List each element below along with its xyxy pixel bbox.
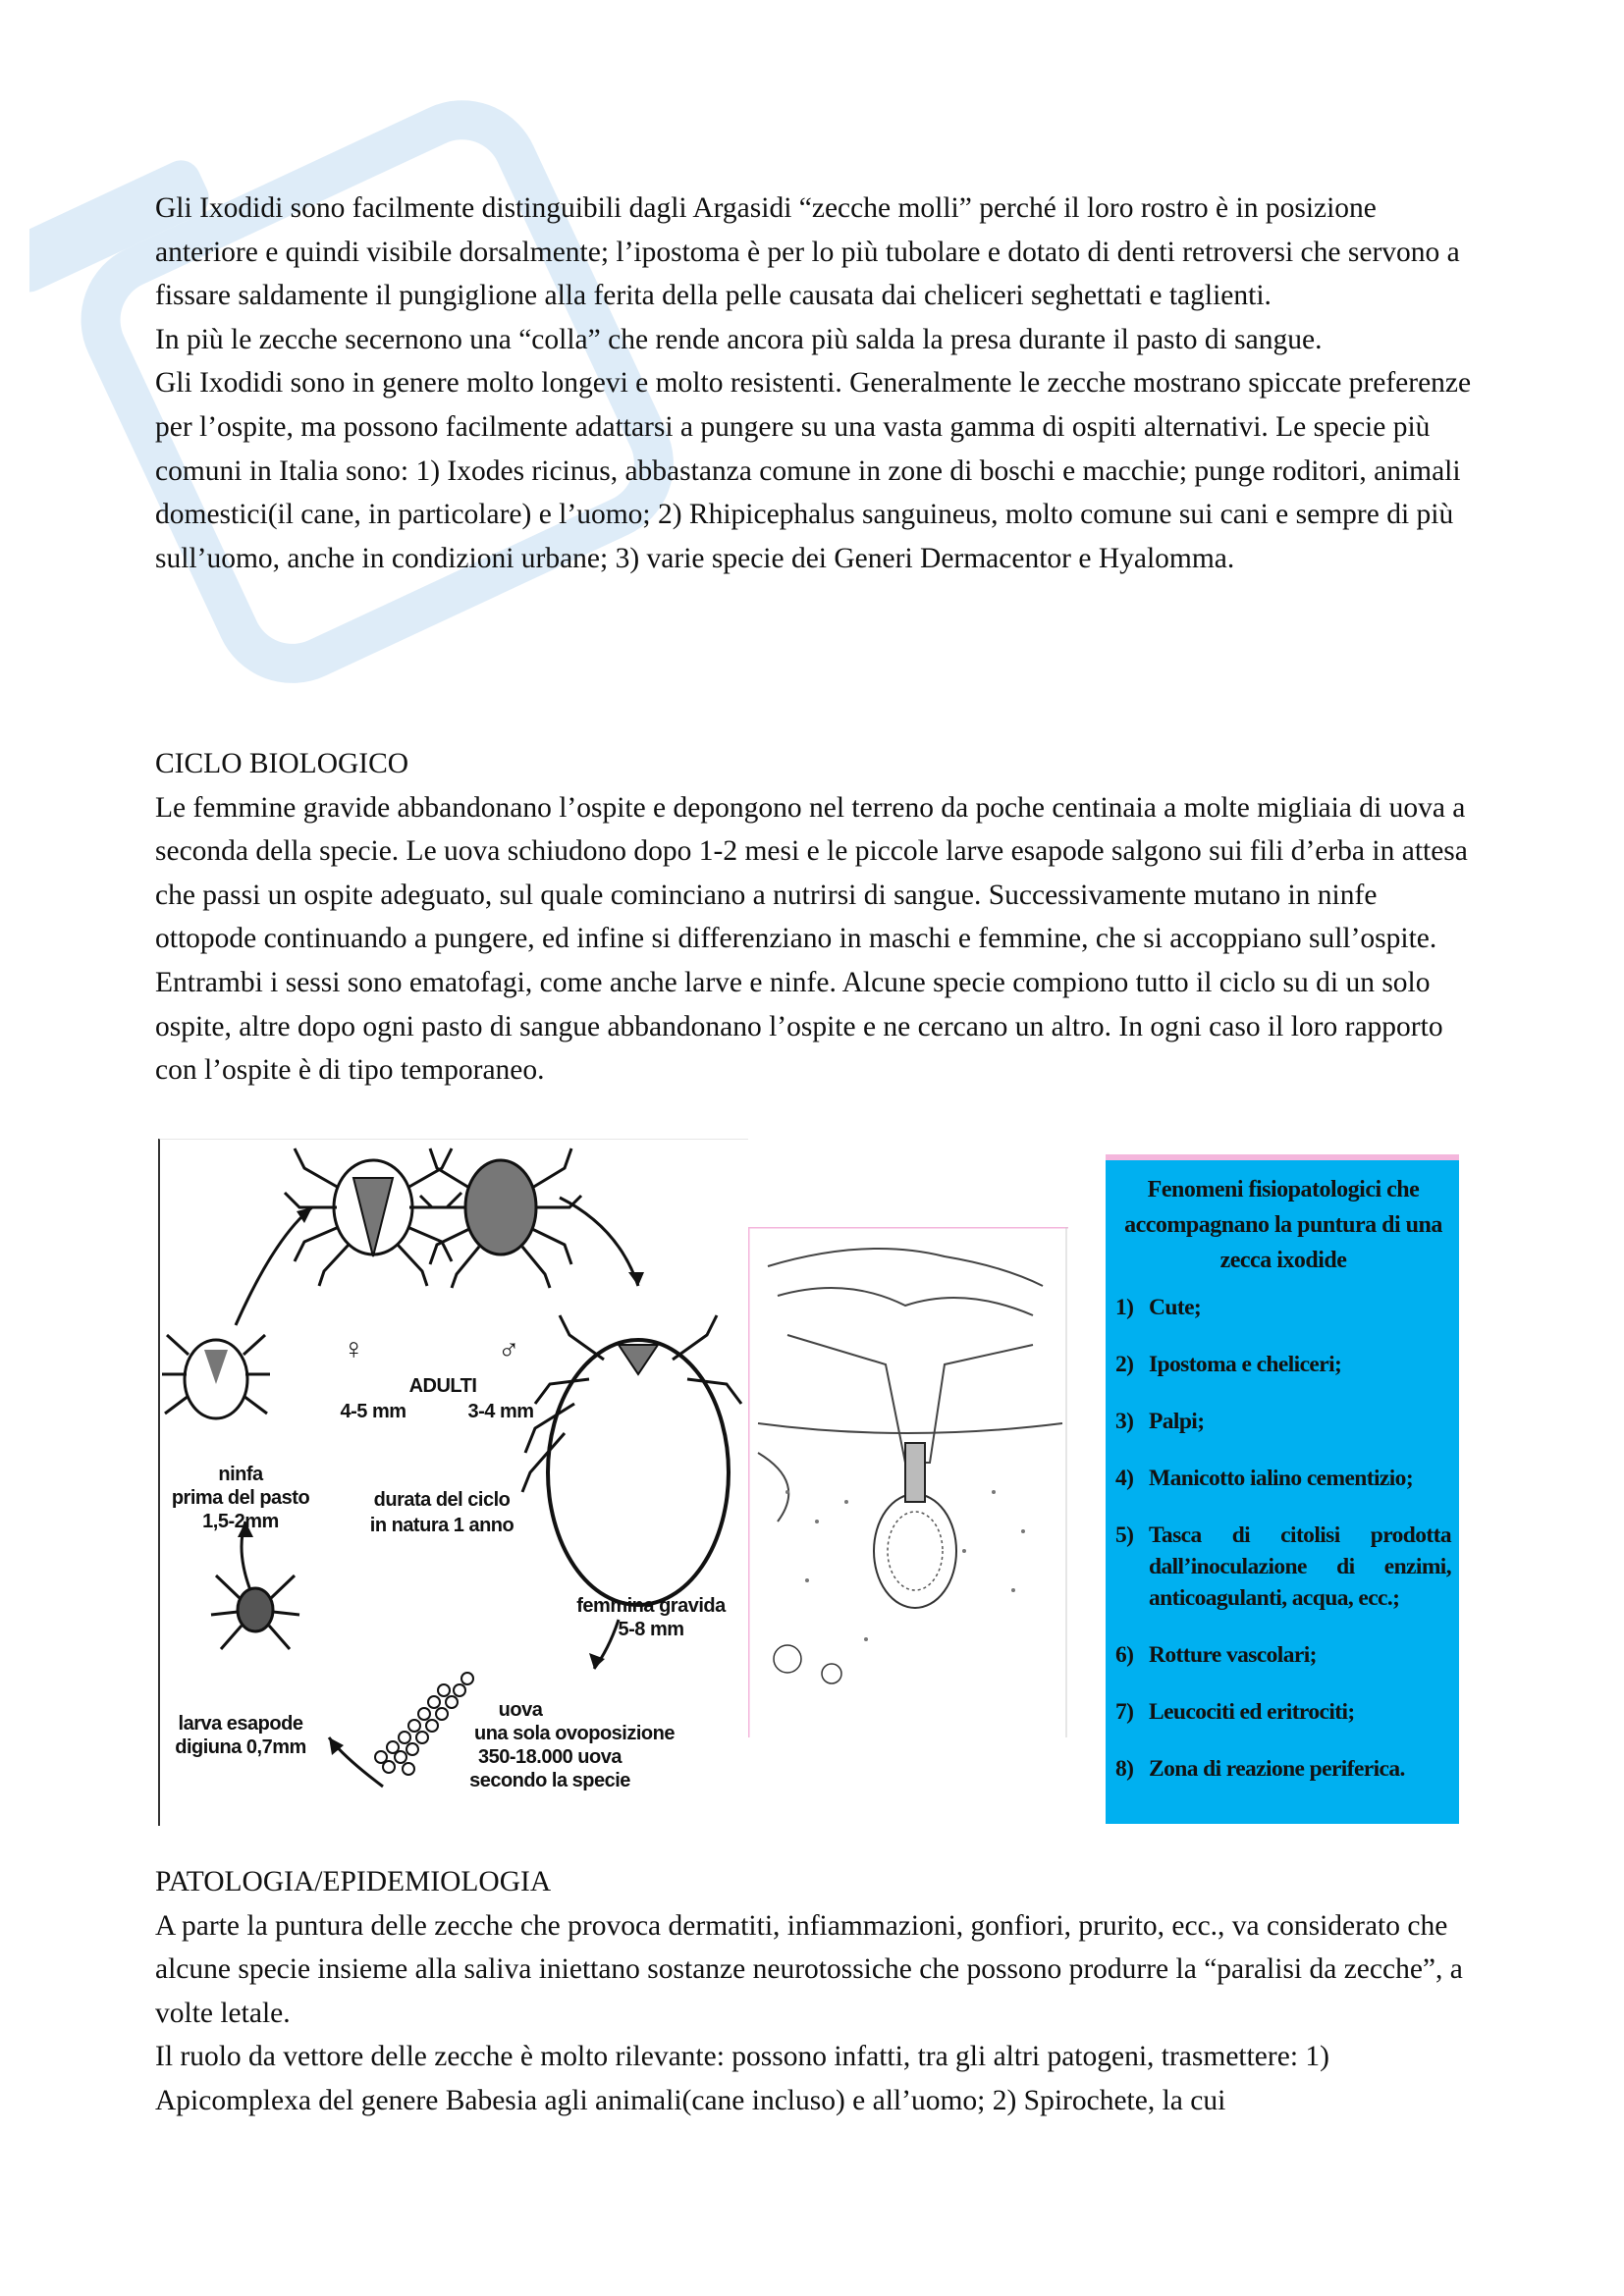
box-item-4 (1115, 1463, 1451, 1494)
box-item-3 (1115, 1406, 1451, 1437)
label-ninfa: ninfa (218, 1464, 263, 1485)
label-female-size: 4-5 mm (340, 1401, 406, 1422)
paragraph-patologia-1: A parte la puntura delle zecche che provoca dermatiti, infiammazioni, gonfiori, prurito, ecc., va considerato che alcune specie insieme alla saliva iniettano sostanze neurotossiche che possono produrre la “paralisi da zecche”, a volte letale. (155, 1909, 1463, 2029)
bite-section-drawing (748, 1227, 1068, 1737)
paragraph-colla: In più le zecche secernono una “colla” che rende ancora più salda la presa durante il pasto di sangue. (155, 323, 1323, 355)
box-item-number: 5) (1115, 1522, 1134, 1548)
label-femmina-size: 5-8 mm (618, 1619, 684, 1640)
label-durata-anno: in natura 1 anno (369, 1515, 514, 1536)
box-item-8 (1115, 1753, 1451, 1785)
box-item-number: 8) (1115, 1756, 1134, 1782)
box-item-text: Zona di reazione periferica. (1149, 1756, 1405, 1782)
paragraph-ciclo-1: Le femmine gravide abbandonano l’ospite e depongono nel terreno da poche centinaia a molte migliaia di uova a seconda della specie. Le uova schiudono dopo 1-2 mesi e le piccole larve esapode salgono sui fili d’erba in attesa che passi un ospite adeguato, sul quale cominciano a nutrirsi di sangue. Successivamente mutano in ninfe ottopode continuando a pungere, ed infine si differenziano in maschi e femmine, che si accoppiano sull’ospite. (155, 791, 1468, 955)
tick-bite-section-figure (748, 1227, 1068, 1737)
label-ovoposizione: una sola ovoposizione (474, 1723, 675, 1744)
label-ninfa-size: 1,5-2mm (202, 1511, 279, 1532)
paragraph-patologia-2: Il ruolo da vettore delle zecche è molto rilevante: possono infatti, tra gli altri patogeni, trasmettere: 1) Apicomplexa del genere Babesia agli animali(cane incluso) e all’uomo; 2) Spirochete, la cui (155, 2041, 1329, 2116)
box-item-6 (1115, 1639, 1451, 1671)
heading-patologia: PATOLOGIA/EPIDEMIOLOGIA (155, 1866, 552, 1897)
box-item-2 (1115, 1349, 1451, 1380)
box-item-number: 2) (1115, 1352, 1134, 1377)
label-femmina-gravida: femmina gravida (576, 1595, 726, 1617)
paragraph-longevi: Gli Ixodidi sono in genere molto longevi e molto resistenti. Generalmente le zecche mostrano spiccate preferenze per l’ospite, ma possono facilmente adattarsi a pungere su una vasta gamma di ospiti alternativi. Le specie più comuni in Italia sono: 1) Ixodes ricinus, abbastanza comune in zone di boschi e macchie; punge roditori, animali domestici(il cane, in particolare) e l’uomo; 2) Rhipicephalus sanguineus, molto comune sui cani e sempre di più sull’uomo, anche in condizioni urbane; 3) varie specie dei Generi Dermacentor e Hyalomma. (155, 367, 1472, 574)
box-item-text: Ipostoma e cheliceri; (1149, 1352, 1342, 1377)
box-item-number: 4) (1115, 1466, 1134, 1491)
paragraph-ixodidi-rostro: Gli Ixodidi sono facilmente distinguibili dagli Argasidi “zecche molli” perché il loro rostro è in posizione anteriore e quindi visibile dorsalmente; l’ipostoma è per lo più tubolare e dotato di denti retroversi che servono a fissare saldamente il pungiglione alla ferita della pelle causata dai cheliceri seghettati e taglienti. (155, 192, 1460, 312)
paragraph-ciclo-2: Entrambi i sessi sono ematofagi, come anche larve e ninfe. Alcune specie compiono tutto il ciclo su di un solo ospite, altre dopo ogni pasto di sangue abbandonano l’ospite e ne cercano un altro. In ogni caso il loro rapporto con l’ospite è di tipo temporaneo. (155, 966, 1443, 1087)
section-ciclo-biologico (155, 742, 1476, 1093)
label-male-size: 3-4 mm (467, 1401, 534, 1422)
label-numero-uova: 350-18.000 uova (478, 1746, 622, 1768)
box-item-number: 1) (1115, 1295, 1134, 1320)
heading-ciclo-biologico: CICLO BIOLOGICO (155, 748, 409, 779)
box-item-text: Rotture vascolari; (1149, 1642, 1317, 1668)
tick-life-cycle-figure (157, 1139, 748, 1826)
label-durata: durata del ciclo (373, 1489, 511, 1511)
label-uova: uova (498, 1699, 543, 1721)
box-item-text: Palpi; (1149, 1409, 1205, 1434)
box-item-1 (1115, 1292, 1451, 1323)
label-larva: larva esapode (178, 1713, 303, 1735)
box-item-number: 3) (1115, 1409, 1134, 1434)
box-item-text: Cute; (1149, 1295, 1202, 1320)
label-secondo-specie: secondo la specie (469, 1770, 630, 1791)
label-ninfa-pasto: prima del pasto (171, 1487, 310, 1509)
box-item-text: Tasca di citolisi prodotta dall’inoculazione di enzimi, anticoagulanti, acqua, ecc.; (1149, 1522, 1451, 1611)
box-item-text: Manicotto ialino cementizio; (1149, 1466, 1414, 1491)
label-adulti: ADULTI (408, 1375, 477, 1397)
section-patologia (155, 1860, 1476, 2123)
label-larva-size: digiuna 0,7mm (175, 1736, 306, 1758)
female-symbol: ♀ (343, 1333, 364, 1365)
male-symbol: ♂ (498, 1333, 519, 1365)
box-item-text: Leucociti ed eritrociti; (1149, 1699, 1355, 1725)
fenomeni-box (1106, 1154, 1459, 1824)
box-item-number: 6) (1115, 1642, 1134, 1668)
box-item-number: 7) (1115, 1699, 1134, 1725)
box-title: Fenomeni fisiopatologici che accompagnano la puntura di una zecca ixodide (1124, 1177, 1442, 1273)
box-item-7 (1115, 1696, 1451, 1728)
intro-text (155, 187, 1476, 580)
box-item-5 (1115, 1520, 1451, 1614)
